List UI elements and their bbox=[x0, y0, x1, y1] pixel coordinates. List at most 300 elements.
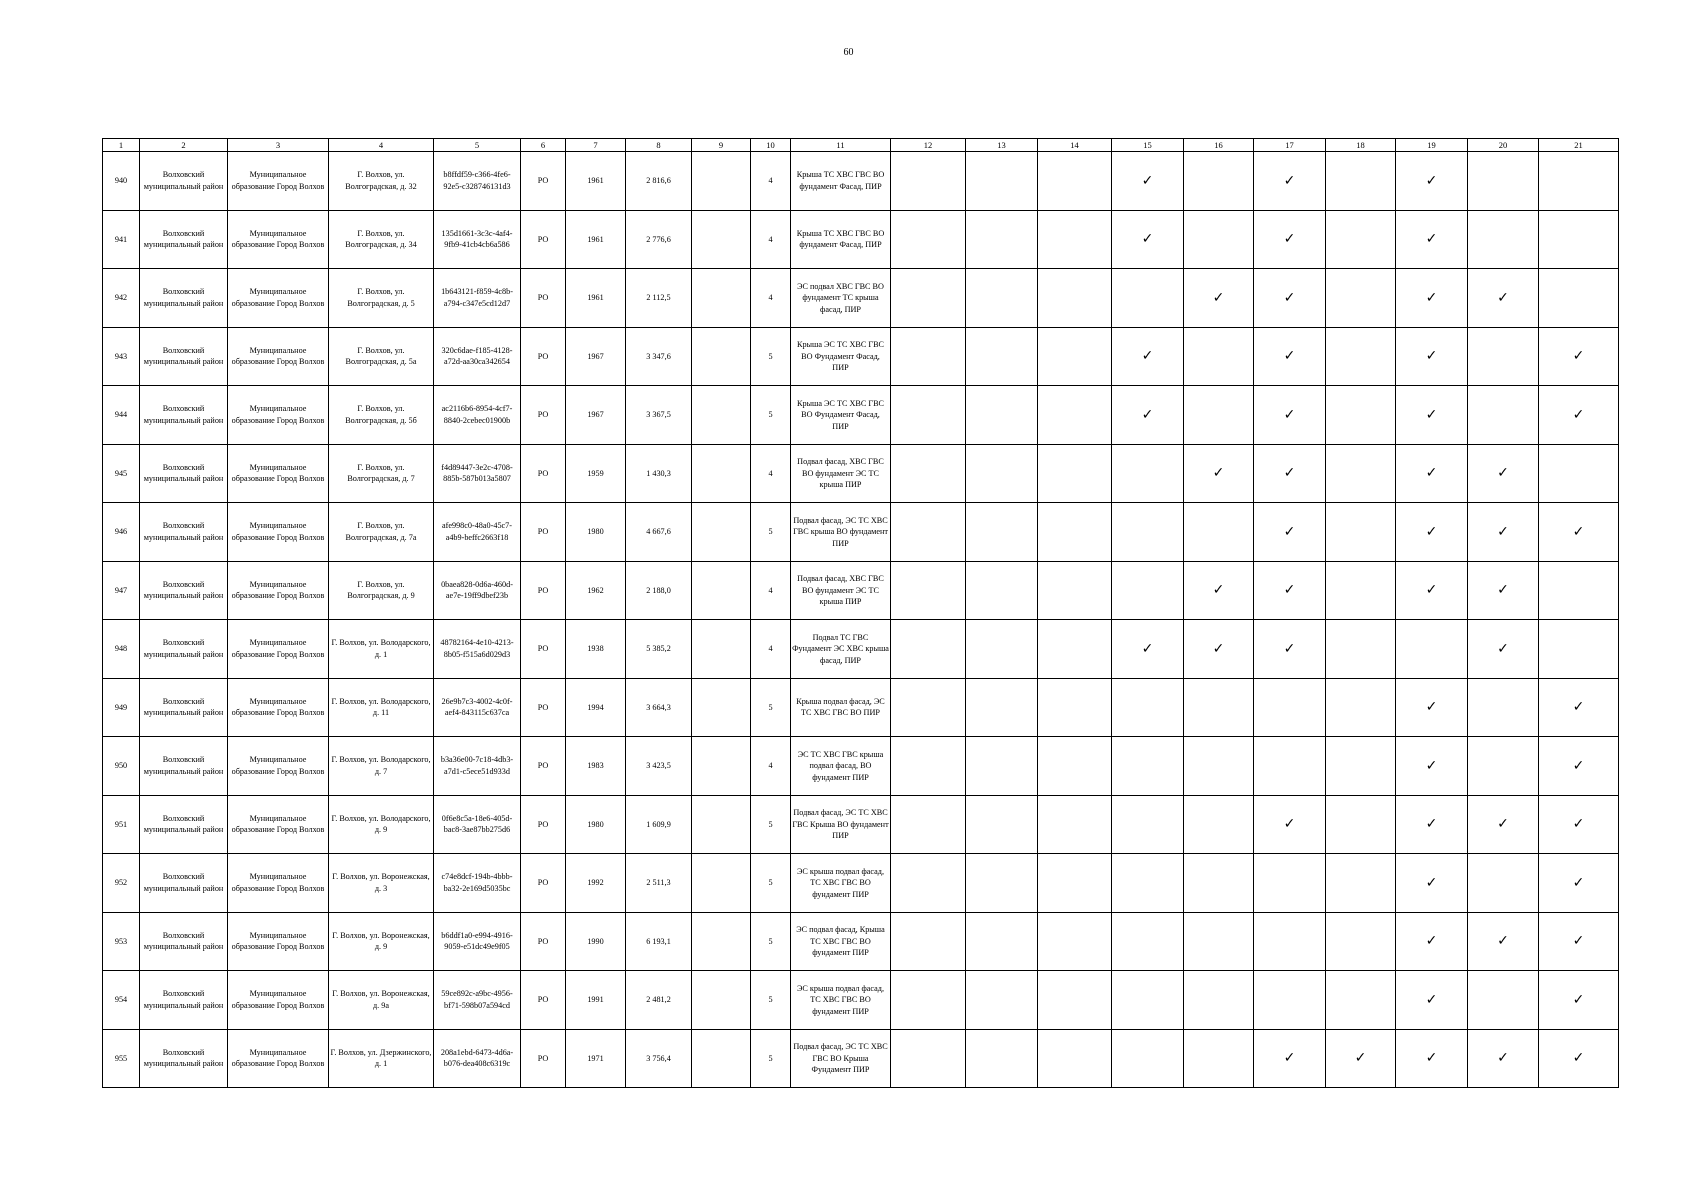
work-column-12-cell bbox=[891, 912, 966, 971]
work-column-15-cell bbox=[1112, 854, 1184, 913]
checkmark-icon: ✓ bbox=[1283, 465, 1296, 482]
work-column-12-cell bbox=[891, 854, 966, 913]
guid-cell: 0baea828-0d6a-460d-ae7e-19ff9dbef23b bbox=[434, 561, 521, 620]
municipality-cell: Муниципальное образование Город Волхов bbox=[228, 971, 329, 1030]
column-number: 14 bbox=[1038, 139, 1112, 152]
checkmark-icon: ✓ bbox=[1425, 172, 1438, 189]
district-cell: Волховский муниципальный район bbox=[140, 912, 228, 971]
ownership-form-cell: РО bbox=[521, 620, 566, 679]
column-9-cell bbox=[692, 561, 751, 620]
work-column-12-cell bbox=[891, 210, 966, 269]
work-column-21-cell bbox=[1539, 795, 1619, 854]
ownership-form-cell: РО bbox=[521, 912, 566, 971]
checkmark-icon: ✓ bbox=[1425, 816, 1438, 833]
area-cell: 6 193,1 bbox=[626, 912, 692, 971]
table-row bbox=[103, 269, 1619, 328]
work-column-16-cell bbox=[1184, 210, 1254, 269]
municipality-cell: Муниципальное образование Город Волхов bbox=[228, 444, 329, 503]
work-column-15-cell bbox=[1112, 561, 1184, 620]
area-cell: 3 423,5 bbox=[626, 737, 692, 796]
floors-cell: 4 bbox=[751, 152, 791, 211]
checkmark-icon: ✓ bbox=[1283, 523, 1296, 540]
work-column-17-cell bbox=[1254, 971, 1326, 1030]
district-cell: Волховский муниципальный район bbox=[140, 210, 228, 269]
work-column-15-cell bbox=[1112, 795, 1184, 854]
column-9-cell bbox=[692, 971, 751, 1030]
guid-cell: c74e8dcf-194b-4bbb-ba32-2e169d5035bc bbox=[434, 854, 521, 913]
address-cell: Г. Волхов, ул. Воронежская, д. 9а bbox=[329, 971, 434, 1030]
work-column-21-cell bbox=[1539, 327, 1619, 386]
work-column-19-cell bbox=[1396, 152, 1468, 211]
district-cell: Волховский муниципальный район bbox=[140, 269, 228, 328]
column-9-cell bbox=[692, 152, 751, 211]
work-column-16-cell bbox=[1184, 327, 1254, 386]
municipality-cell: Муниципальное образование Город Волхов bbox=[228, 327, 329, 386]
floors-cell: 4 bbox=[751, 737, 791, 796]
work-column-14-cell bbox=[1038, 327, 1112, 386]
checkmark-icon: ✓ bbox=[1141, 172, 1154, 189]
works-list-cell: Крыша ТС ХВС ГВС ВО фундамент Фасад, ПИР bbox=[791, 210, 891, 269]
checkmark-icon: ✓ bbox=[1497, 640, 1509, 657]
address-cell: Г. Волхов, ул. Володарского, д. 7 bbox=[329, 737, 434, 796]
floors-cell: 5 bbox=[751, 1029, 791, 1088]
work-column-13-cell bbox=[966, 269, 1038, 328]
year-built-cell: 1967 bbox=[566, 386, 626, 445]
register-body bbox=[103, 139, 1619, 1088]
district-cell: Волховский муниципальный район bbox=[140, 503, 228, 562]
work-column-15-cell bbox=[1112, 620, 1184, 679]
column-number: 19 bbox=[1396, 139, 1468, 152]
ownership-form-cell: РО bbox=[521, 327, 566, 386]
work-column-13-cell bbox=[966, 210, 1038, 269]
district-cell: Волховский муниципальный район bbox=[140, 327, 228, 386]
municipality-cell: Муниципальное образование Город Волхов bbox=[228, 386, 329, 445]
work-column-13-cell bbox=[966, 620, 1038, 679]
table-row bbox=[103, 386, 1619, 445]
checkmark-icon: ✓ bbox=[1425, 1050, 1438, 1067]
work-column-21-cell bbox=[1539, 386, 1619, 445]
work-column-12-cell bbox=[891, 327, 966, 386]
work-column-16-cell bbox=[1184, 561, 1254, 620]
municipality-cell: Муниципальное образование Город Волхов bbox=[228, 152, 329, 211]
municipality-cell: Муниципальное образование Город Волхов bbox=[228, 854, 329, 913]
work-column-19-cell bbox=[1396, 971, 1468, 1030]
checkmark-icon: ✓ bbox=[1425, 874, 1438, 891]
table-row bbox=[103, 327, 1619, 386]
work-column-21-cell bbox=[1539, 503, 1619, 562]
work-column-19-cell bbox=[1396, 620, 1468, 679]
work-column-14-cell bbox=[1038, 444, 1112, 503]
work-column-15-cell bbox=[1112, 678, 1184, 737]
table-row bbox=[103, 912, 1619, 971]
address-cell: Г. Волхов, ул. Волгоградская, д. 5б bbox=[329, 386, 434, 445]
work-column-17-cell bbox=[1254, 152, 1326, 211]
address-cell: Г. Волхов, ул. Воронежская, д. 9 bbox=[329, 912, 434, 971]
work-column-12-cell bbox=[891, 152, 966, 211]
column-number: 2 bbox=[140, 139, 228, 152]
work-column-14-cell bbox=[1038, 1029, 1112, 1088]
checkmark-icon: ✓ bbox=[1212, 465, 1225, 482]
work-column-15-cell bbox=[1112, 503, 1184, 562]
floors-cell: 5 bbox=[751, 971, 791, 1030]
floors-cell: 5 bbox=[751, 678, 791, 737]
column-number: 18 bbox=[1326, 139, 1396, 152]
work-column-12-cell bbox=[891, 386, 966, 445]
address-cell: Г. Волхов, ул. Волгоградская, д. 5 bbox=[329, 269, 434, 328]
ownership-form-cell: РО bbox=[521, 503, 566, 562]
work-column-17-cell bbox=[1254, 269, 1326, 328]
row-number-cell: 942 bbox=[103, 269, 140, 328]
district-cell: Волховский муниципальный район bbox=[140, 561, 228, 620]
work-column-13-cell bbox=[966, 971, 1038, 1030]
area-cell: 1 609,9 bbox=[626, 795, 692, 854]
district-cell: Волховский муниципальный район bbox=[140, 795, 228, 854]
work-column-17-cell bbox=[1254, 444, 1326, 503]
guid-cell: f4d89447-3e2c-4708-885b-587b013a5807 bbox=[434, 444, 521, 503]
works-list-cell: Подвал фасад, ЭС ТС ХВС ГВС ВО Крыша Фундамент ПИР bbox=[791, 1029, 891, 1088]
checkmark-icon: ✓ bbox=[1425, 465, 1438, 482]
column-number: 12 bbox=[891, 139, 966, 152]
works-list-cell: Подвал ТС ГВС Фундамент ЭС ХВС крыша фасад, ПИР bbox=[791, 620, 891, 679]
column-number: 1 bbox=[103, 139, 140, 152]
work-column-19-cell bbox=[1396, 327, 1468, 386]
work-column-14-cell bbox=[1038, 152, 1112, 211]
ownership-form-cell: РО bbox=[521, 737, 566, 796]
guid-cell: 208a1ebd-6473-4d6a-b076-dea408c6319c bbox=[434, 1029, 521, 1088]
work-column-19-cell bbox=[1396, 269, 1468, 328]
floors-cell: 4 bbox=[751, 444, 791, 503]
row-number-cell: 950 bbox=[103, 737, 140, 796]
work-column-13-cell bbox=[966, 386, 1038, 445]
work-column-20-cell bbox=[1468, 152, 1539, 211]
guid-cell: 0f6e8c5a-18e6-405d-bac8-3ae87bb275d6 bbox=[434, 795, 521, 854]
work-column-18-cell bbox=[1326, 269, 1396, 328]
column-9-cell bbox=[692, 620, 751, 679]
municipality-cell: Муниципальное образование Город Волхов bbox=[228, 737, 329, 796]
works-list-cell: Подвал фасад, ХВС ГВС ВО фундамент ЭС ТС крыша ПИР bbox=[791, 444, 891, 503]
checkmark-icon: ✓ bbox=[1425, 406, 1438, 423]
municipality-cell: Муниципальное образование Город Волхов bbox=[228, 795, 329, 854]
checkmark-icon: ✓ bbox=[1497, 816, 1509, 833]
year-built-cell: 1980 bbox=[566, 503, 626, 562]
column-number: 11 bbox=[791, 139, 891, 152]
floors-cell: 5 bbox=[751, 386, 791, 445]
column-9-cell bbox=[692, 503, 751, 562]
work-column-17-cell bbox=[1254, 912, 1326, 971]
column-number-row bbox=[103, 139, 1619, 152]
work-column-18-cell bbox=[1326, 386, 1396, 445]
year-built-cell: 1961 bbox=[566, 210, 626, 269]
column-9-cell bbox=[692, 386, 751, 445]
area-cell: 1 430,3 bbox=[626, 444, 692, 503]
work-column-13-cell bbox=[966, 912, 1038, 971]
work-column-13-cell bbox=[966, 737, 1038, 796]
work-column-20-cell bbox=[1468, 444, 1539, 503]
work-column-16-cell bbox=[1184, 678, 1254, 737]
work-column-19-cell bbox=[1396, 795, 1468, 854]
area-cell: 3 347,6 bbox=[626, 327, 692, 386]
ownership-form-cell: РО bbox=[521, 210, 566, 269]
checkmark-icon: ✓ bbox=[1497, 933, 1509, 950]
work-column-14-cell bbox=[1038, 561, 1112, 620]
address-cell: Г. Волхов, ул. Володарского, д. 9 bbox=[329, 795, 434, 854]
works-list-cell: Подвал фасад, ХВС ГВС ВО фундамент ЭС ТС крыша ПИР bbox=[791, 561, 891, 620]
work-column-16-cell bbox=[1184, 386, 1254, 445]
checkmark-icon: ✓ bbox=[1425, 582, 1438, 599]
floors-cell: 5 bbox=[751, 854, 791, 913]
year-built-cell: 1938 bbox=[566, 620, 626, 679]
work-column-12-cell bbox=[891, 1029, 966, 1088]
work-column-21-cell bbox=[1539, 1029, 1619, 1088]
work-column-13-cell bbox=[966, 503, 1038, 562]
column-number: 10 bbox=[751, 139, 791, 152]
address-cell: Г. Волхов, ул. Волгоградская, д. 7 bbox=[329, 444, 434, 503]
work-column-21-cell bbox=[1539, 620, 1619, 679]
work-column-16-cell bbox=[1184, 620, 1254, 679]
district-cell: Волховский муниципальный район bbox=[140, 678, 228, 737]
work-column-14-cell bbox=[1038, 503, 1112, 562]
checkmark-icon: ✓ bbox=[1283, 816, 1296, 833]
work-column-16-cell bbox=[1184, 269, 1254, 328]
work-column-20-cell bbox=[1468, 854, 1539, 913]
work-column-12-cell bbox=[891, 561, 966, 620]
municipality-cell: Муниципальное образование Город Волхов bbox=[228, 269, 329, 328]
year-built-cell: 1991 bbox=[566, 971, 626, 1030]
work-column-13-cell bbox=[966, 327, 1038, 386]
work-column-17-cell bbox=[1254, 386, 1326, 445]
table-row bbox=[103, 444, 1619, 503]
table-row bbox=[103, 971, 1619, 1030]
table-row bbox=[103, 1029, 1619, 1088]
district-cell: Волховский муниципальный район bbox=[140, 854, 228, 913]
ownership-form-cell: РО bbox=[521, 795, 566, 854]
column-number: 16 bbox=[1184, 139, 1254, 152]
address-cell: Г. Волхов, ул. Володарского, д. 1 bbox=[329, 620, 434, 679]
work-column-18-cell bbox=[1326, 444, 1396, 503]
checkmark-icon: ✓ bbox=[1425, 933, 1438, 950]
checkmark-icon: ✓ bbox=[1497, 582, 1509, 599]
column-number: 13 bbox=[966, 139, 1038, 152]
column-number: 7 bbox=[566, 139, 626, 152]
row-number-cell: 940 bbox=[103, 152, 140, 211]
work-column-14-cell bbox=[1038, 737, 1112, 796]
works-list-cell: Крыша ЭС ТС ХВС ГВС ВО Фундамент Фасад, ПИР bbox=[791, 327, 891, 386]
checkmark-icon: ✓ bbox=[1283, 1050, 1296, 1067]
column-number: 9 bbox=[692, 139, 751, 152]
works-list-cell: ЭС крыша подвал фасад, ТС ХВС ГВС ВО фундамент ПИР bbox=[791, 971, 891, 1030]
municipality-cell: Муниципальное образование Город Волхов bbox=[228, 210, 329, 269]
column-number: 5 bbox=[434, 139, 521, 152]
work-column-21-cell bbox=[1539, 561, 1619, 620]
work-column-14-cell bbox=[1038, 210, 1112, 269]
floors-cell: 5 bbox=[751, 327, 791, 386]
work-column-19-cell bbox=[1396, 854, 1468, 913]
ownership-form-cell: РО bbox=[521, 678, 566, 737]
checkmark-icon: ✓ bbox=[1283, 348, 1296, 365]
column-number: 20 bbox=[1468, 139, 1539, 152]
ownership-form-cell: РО bbox=[521, 561, 566, 620]
work-column-19-cell bbox=[1396, 737, 1468, 796]
work-column-19-cell bbox=[1396, 444, 1468, 503]
column-number: 4 bbox=[329, 139, 434, 152]
work-column-16-cell bbox=[1184, 971, 1254, 1030]
guid-cell: 135d1661-3c3c-4af4-9fb9-41cb4cb6a586 bbox=[434, 210, 521, 269]
work-column-18-cell bbox=[1326, 152, 1396, 211]
year-built-cell: 1961 bbox=[566, 152, 626, 211]
table-row bbox=[103, 152, 1619, 211]
work-column-13-cell bbox=[966, 152, 1038, 211]
work-column-14-cell bbox=[1038, 678, 1112, 737]
checkmark-icon: ✓ bbox=[1283, 582, 1296, 599]
work-column-17-cell bbox=[1254, 854, 1326, 913]
address-cell: Г. Волхов, ул. Дзержинского, д. 1 bbox=[329, 1029, 434, 1088]
column-number: 8 bbox=[626, 139, 692, 152]
checkmark-icon: ✓ bbox=[1283, 231, 1296, 248]
column-number: 17 bbox=[1254, 139, 1326, 152]
floors-cell: 4 bbox=[751, 210, 791, 269]
guid-cell: ac2116b6-8954-4cf7-8840-2cebec01900b bbox=[434, 386, 521, 445]
work-column-20-cell bbox=[1468, 620, 1539, 679]
district-cell: Волховский муниципальный район bbox=[140, 1029, 228, 1088]
work-column-14-cell bbox=[1038, 620, 1112, 679]
work-column-13-cell bbox=[966, 1029, 1038, 1088]
work-column-18-cell bbox=[1326, 620, 1396, 679]
address-cell: Г. Волхов, ул. Волгоградская, д. 7а bbox=[329, 503, 434, 562]
work-column-18-cell bbox=[1326, 210, 1396, 269]
works-list-cell: ЭС подвал ХВС ГВС ВО фундамент ТС крыша фасад, ПИР bbox=[791, 269, 891, 328]
column-number: 3 bbox=[228, 139, 329, 152]
column-9-cell bbox=[692, 327, 751, 386]
works-list-cell: Крыша подвал фасад, ЭС ТС ХВС ГВС ВО ПИР bbox=[791, 678, 891, 737]
work-column-21-cell bbox=[1539, 210, 1619, 269]
checkmark-icon: ✓ bbox=[1497, 289, 1509, 306]
ownership-form-cell: РО bbox=[521, 971, 566, 1030]
checkmark-icon: ✓ bbox=[1572, 991, 1585, 1008]
works-list-cell: ЭС ТС ХВС ГВС крыша подвал фасад, ВО фундамент ПИР bbox=[791, 737, 891, 796]
checkmark-icon: ✓ bbox=[1497, 523, 1509, 540]
work-column-20-cell bbox=[1468, 269, 1539, 328]
year-built-cell: 1967 bbox=[566, 327, 626, 386]
area-cell: 4 667,6 bbox=[626, 503, 692, 562]
work-column-15-cell bbox=[1112, 444, 1184, 503]
area-cell: 3 664,3 bbox=[626, 678, 692, 737]
table-row bbox=[103, 737, 1619, 796]
floors-cell: 5 bbox=[751, 795, 791, 854]
row-number-cell: 947 bbox=[103, 561, 140, 620]
checkmark-icon: ✓ bbox=[1572, 933, 1585, 950]
work-column-15-cell bbox=[1112, 737, 1184, 796]
work-column-14-cell bbox=[1038, 912, 1112, 971]
work-column-16-cell bbox=[1184, 854, 1254, 913]
work-column-19-cell bbox=[1396, 386, 1468, 445]
year-built-cell: 1980 bbox=[566, 795, 626, 854]
row-number-cell: 949 bbox=[103, 678, 140, 737]
work-column-15-cell bbox=[1112, 1029, 1184, 1088]
area-cell: 5 385,2 bbox=[626, 620, 692, 679]
table-row bbox=[103, 795, 1619, 854]
address-cell: Г. Волхов, ул. Волгоградская, д. 34 bbox=[329, 210, 434, 269]
year-built-cell: 1983 bbox=[566, 737, 626, 796]
ownership-form-cell: РО bbox=[521, 444, 566, 503]
municipality-cell: Муниципальное образование Город Волхов bbox=[228, 503, 329, 562]
work-column-19-cell bbox=[1396, 503, 1468, 562]
works-list-cell: Крыша ТС ХВС ГВС ВО фундамент Фасад, ПИР bbox=[791, 152, 891, 211]
work-column-14-cell bbox=[1038, 854, 1112, 913]
checkmark-icon: ✓ bbox=[1283, 406, 1296, 423]
works-list-cell: Подвал фасад, ЭС ТС ХВС ГВС крыша ВО фундамент ПИР bbox=[791, 503, 891, 562]
ownership-form-cell: РО bbox=[521, 854, 566, 913]
checkmark-icon: ✓ bbox=[1425, 348, 1438, 365]
work-column-13-cell bbox=[966, 561, 1038, 620]
work-column-12-cell bbox=[891, 678, 966, 737]
work-column-12-cell bbox=[891, 971, 966, 1030]
area-cell: 2 776,6 bbox=[626, 210, 692, 269]
checkmark-icon: ✓ bbox=[1572, 874, 1585, 891]
row-number-cell: 948 bbox=[103, 620, 140, 679]
work-column-21-cell bbox=[1539, 678, 1619, 737]
works-list-cell: ЭС подвал фасад, Крыша ТС ХВС ГВС ВО фундамент ПИР bbox=[791, 912, 891, 971]
guid-cell: b6ddf1a0-e994-4916-9059-e51dc49e9f05 bbox=[434, 912, 521, 971]
address-cell: Г. Волхов, ул. Воронежская, д. 3 bbox=[329, 854, 434, 913]
work-column-20-cell bbox=[1468, 386, 1539, 445]
work-column-20-cell bbox=[1468, 971, 1539, 1030]
checkmark-icon: ✓ bbox=[1283, 640, 1296, 657]
work-column-18-cell bbox=[1326, 561, 1396, 620]
page-number: 60 bbox=[843, 47, 854, 58]
district-cell: Волховский муниципальный район bbox=[140, 444, 228, 503]
work-column-18-cell bbox=[1326, 503, 1396, 562]
work-column-15-cell bbox=[1112, 386, 1184, 445]
row-number-cell: 944 bbox=[103, 386, 140, 445]
year-built-cell: 1959 bbox=[566, 444, 626, 503]
work-column-13-cell bbox=[966, 795, 1038, 854]
work-column-20-cell bbox=[1468, 1029, 1539, 1088]
guid-cell: 320c6dae-f185-4128-a72d-aa30ca342654 bbox=[434, 327, 521, 386]
work-column-20-cell bbox=[1468, 678, 1539, 737]
work-column-17-cell bbox=[1254, 795, 1326, 854]
ownership-form-cell: РО bbox=[521, 269, 566, 328]
guid-cell: 1b643121-f859-4c8b-a794-c347e5cd12d7 bbox=[434, 269, 521, 328]
district-cell: Волховский муниципальный район bbox=[140, 386, 228, 445]
row-number-cell: 946 bbox=[103, 503, 140, 562]
area-cell: 2 511,3 bbox=[626, 854, 692, 913]
checkmark-icon: ✓ bbox=[1425, 991, 1438, 1008]
table-row bbox=[103, 854, 1619, 913]
column-9-cell bbox=[692, 795, 751, 854]
municipality-cell: Муниципальное образование Город Волхов bbox=[228, 1029, 329, 1088]
area-cell: 2 816,6 bbox=[626, 152, 692, 211]
work-column-19-cell bbox=[1396, 678, 1468, 737]
work-column-16-cell bbox=[1184, 737, 1254, 796]
year-built-cell: 1994 bbox=[566, 678, 626, 737]
column-number: 15 bbox=[1112, 139, 1184, 152]
row-number-cell: 945 bbox=[103, 444, 140, 503]
floors-cell: 4 bbox=[751, 620, 791, 679]
table-row bbox=[103, 620, 1619, 679]
column-9-cell bbox=[692, 678, 751, 737]
work-column-12-cell bbox=[891, 269, 966, 328]
year-built-cell: 1990 bbox=[566, 912, 626, 971]
work-column-16-cell bbox=[1184, 152, 1254, 211]
work-column-21-cell bbox=[1539, 971, 1619, 1030]
column-number: 6 bbox=[521, 139, 566, 152]
row-number-cell: 952 bbox=[103, 854, 140, 913]
work-column-15-cell bbox=[1112, 327, 1184, 386]
floors-cell: 4 bbox=[751, 269, 791, 328]
checkmark-icon: ✓ bbox=[1572, 699, 1585, 716]
work-column-20-cell bbox=[1468, 561, 1539, 620]
year-built-cell: 1992 bbox=[566, 854, 626, 913]
